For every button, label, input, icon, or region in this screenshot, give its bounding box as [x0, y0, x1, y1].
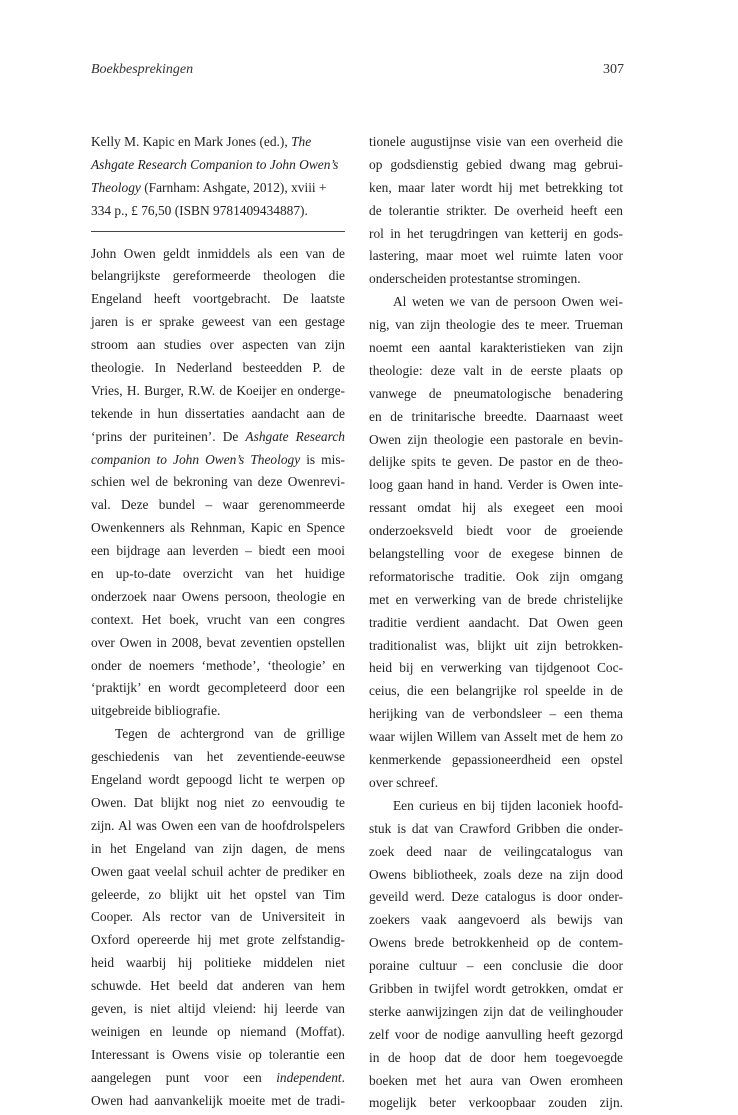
text-line: John Owen geldt inmiddels als een van de [91, 245, 345, 261]
text-line: geveild werd. Deze catalogus is door onder- [369, 889, 623, 905]
text-line: Owen. Dat blijkt nog niet zo eenvoudig te [91, 794, 345, 810]
text-line: ceius, die een belangrijke rol speelde in de [369, 683, 623, 699]
text-segment: . [341, 1069, 345, 1085]
text-line: Al weten we van de persoon Owen wei- [393, 294, 623, 310]
text-line: geschiedenis van het zeventiende-eeuwse [91, 749, 345, 765]
text-line: zelf voor de nodige aanvulling heeft gezorgd [369, 1026, 623, 1042]
text-segment: Ashgate Research Companion to John Owen’s [91, 156, 339, 172]
text-line: weinigen en leunde op niemand (Moffat). [91, 1023, 345, 1039]
text-line: op godsdienstig gebied dwang mag gebrui- [369, 156, 623, 172]
text-line: Interessant is Owens visie op tolerantie een [91, 1046, 345, 1062]
citation-line [91, 177, 345, 200]
text-line: vanwege de pneumatologische benadering [369, 385, 623, 401]
text-line: Tegen de achtergrond van de grillige [115, 726, 345, 742]
text-line: kenmerkende gepassioneerdheid een opstel [369, 752, 623, 768]
text-segment: The [291, 134, 312, 149]
text-line: onderscheiden protestantse stromingen. [369, 271, 581, 287]
text-line: ‘praktijk’ en wordt gecompleteerd door een [91, 680, 345, 696]
left-column [91, 131, 345, 1112]
text-line: Oxford opereerde hij met grote zelfstandig- [91, 932, 345, 948]
text-segment: is mis- [300, 451, 345, 467]
text-line: waar wijlen Willem van Asselt met de hem zo [369, 729, 623, 745]
text-line: traditionalist was, blijkt uit zijn betrokken- [369, 637, 623, 653]
text-line: tionele augustijnse visie van een overheid die [369, 134, 623, 149]
text-line: stroom aan studies over aspecten van zijn [91, 337, 345, 353]
text-line: boeken met het aura van Owen eromheen [369, 1072, 623, 1088]
text-line: poraine cultuur – een conclusie die door [369, 958, 623, 974]
text-line: geleerde, zo blijkt uit het opstel van Tim [91, 886, 345, 902]
text-line: zijn. Al was Owen een van de hoofdrolspelers [91, 817, 345, 833]
text-line: Cooper. Als rector van de Universiteit in [91, 909, 345, 925]
right-column-text [369, 131, 623, 1115]
text-line: herijking van de verbondsleer – een thema [369, 706, 623, 722]
text-segment: companion to John Owen’s Theology [91, 451, 301, 467]
text-line: en de trinitarische breedte. Daarnaast weet [369, 408, 623, 424]
text-segment: 334 p., £ 76,50 (ISBN 9781409434887). [91, 202, 308, 218]
text-segment: ‘prins der puriteinen’. De [91, 428, 246, 444]
running-header-section: Boekbesprekingen [91, 62, 194, 77]
text-segment: (Farnham: Ashgate, 2012), xviii + [140, 179, 327, 195]
text-line: onder de noemers ‘methode’, ‘theologie’ en [91, 657, 345, 673]
text-segment: Ashgate Research [245, 428, 345, 444]
text-line: delijke spits te geven. De pastor en de theo- [369, 454, 623, 470]
text-line: tekende in hun dissertaties aandacht aan de [91, 405, 345, 421]
citation-line [91, 154, 345, 177]
text-line: Vries, H. Burger, R.W. de Koeijer en onderge- [91, 382, 345, 398]
text-line: traditie verdient aandacht. Dat Owen geen [369, 614, 623, 630]
citation-line [91, 200, 345, 223]
text-line: heid waarbij hij politieke middelen niet [91, 955, 345, 971]
citation-line [91, 131, 345, 154]
text-line: Owen zijn theologie een pastorale en bevin- [369, 431, 623, 447]
text-line: schien wel de bekroning van deze Owenrevi- [91, 474, 345, 490]
text-line: in de hoop dat de door hem toegevoegde [369, 1049, 623, 1065]
text-line [91, 1067, 345, 1090]
text-line: en up-to-date overzicht van het huidige [91, 566, 345, 582]
text-line: nig, van zijn theologie des te meer. Trueman [369, 317, 623, 333]
page-number: 307 [603, 62, 624, 77]
text-line: stuk is dat van Crawford Gribben die onder- [369, 820, 623, 836]
text-line: ressant omdat hij als exegeet een mooi [369, 500, 623, 516]
left-column-text [91, 243, 345, 1113]
text-line [91, 449, 345, 472]
text-line: Owen had aanvankelijk moeite met de tradi- [91, 1092, 345, 1108]
text-line: een bijdrage aan leverden – biedt een mooi [91, 543, 345, 559]
text-line: in het Engeland van zijn dagen, de mens [91, 840, 345, 856]
text-line: Owenkenners als Rehnman, Kapic en Spence [91, 520, 345, 536]
text-line: loog gaan hand in hand. Verder is Owen inte- [369, 477, 623, 493]
text-segment: Kelly M. Kapic en Mark Jones (ed.), [91, 134, 292, 149]
text-line: heid bij en verwerking van tijdgenoot Coc- [369, 660, 623, 676]
text-line: noemt een aantal karakteristieken van zijn [369, 340, 623, 356]
text-line: geven, is niet altijd vleiend: hij leerde van [91, 1000, 345, 1016]
text-line: Engeland heeft voortgebracht. De laatste [91, 291, 345, 307]
text-segment: Theology [91, 179, 141, 195]
text-line: Owens brede betrokkenheid op de contem- [369, 935, 623, 951]
text-line: mogelijk beter verkoopbaar zouden zijn. [369, 1095, 623, 1111]
text-line: val. Deze bundel – waar gerenommeerde [91, 497, 345, 513]
text-line: belangrijkste gereformeerde theologen die [91, 268, 345, 284]
text-line: rol in het terugdringen van ketterij en gods- [369, 225, 623, 241]
text-line: schuwde. Het beeld dat anderen van hem [91, 978, 345, 994]
text-line: ken, maar later wordt hij met betrekking tot [369, 179, 623, 195]
text-line: zoekers vaak aangevoerd als bewijs van [369, 912, 623, 928]
text-line: lastering, maar moet wel ruimte laten voor [369, 248, 623, 264]
text-segment: aangelegen punt voor een [91, 1069, 277, 1085]
text-line: onderzoek naar Owens persoon, theologie en [91, 588, 345, 604]
book-citation [91, 131, 345, 223]
text-line: Engeland wordt gepoogd licht te werpen op [91, 772, 345, 788]
text-line: de tolerantie strikter. De overheid heeft een [369, 202, 623, 218]
text-line: uitgebreide bibliografie. [91, 703, 221, 719]
right-column [369, 131, 623, 1115]
text-line: sterke aanwijzingen zijn dat de veilinghouder [369, 1003, 623, 1019]
citation-divider [91, 231, 345, 232]
text-segment: independent [276, 1069, 342, 1085]
text-line: onderzoeksveld biedt voor de groeiende [369, 523, 623, 539]
text-line: theologie: deze valt in de eerste plaats op [369, 362, 623, 378]
text-line: over Owen in 2008, bevat zeventien opstellen [91, 634, 345, 650]
text-line: reformatorische traditie. Ook zijn omgang [369, 568, 623, 584]
text-line: Een curieus en bij tijden laconiek hoofd- [393, 797, 623, 813]
text-line: Gribben in twijfel wordt getrokken, omdat er [369, 980, 623, 996]
text-line: Owen gaat veelal schuil achter de prediker en [91, 863, 345, 879]
text-line: zoek deed naar de veilingcatalogus van [369, 843, 623, 859]
text-line: context. Het boek, vrucht van een congres [91, 611, 345, 627]
text-line [91, 426, 345, 449]
text-line: jaren is er sprake geweest van een gestage [91, 314, 345, 330]
text-line: met en verwerking van de brede christelijke [369, 591, 623, 607]
text-line: over schreef. [369, 774, 439, 790]
text-line: Owens bibliotheek, zoals deze na zijn dood [369, 866, 623, 882]
text-line: belangstelling voor de exegese binnen de [369, 546, 623, 562]
text-line: theologie. In Nederland besteedden P. de [91, 360, 345, 376]
